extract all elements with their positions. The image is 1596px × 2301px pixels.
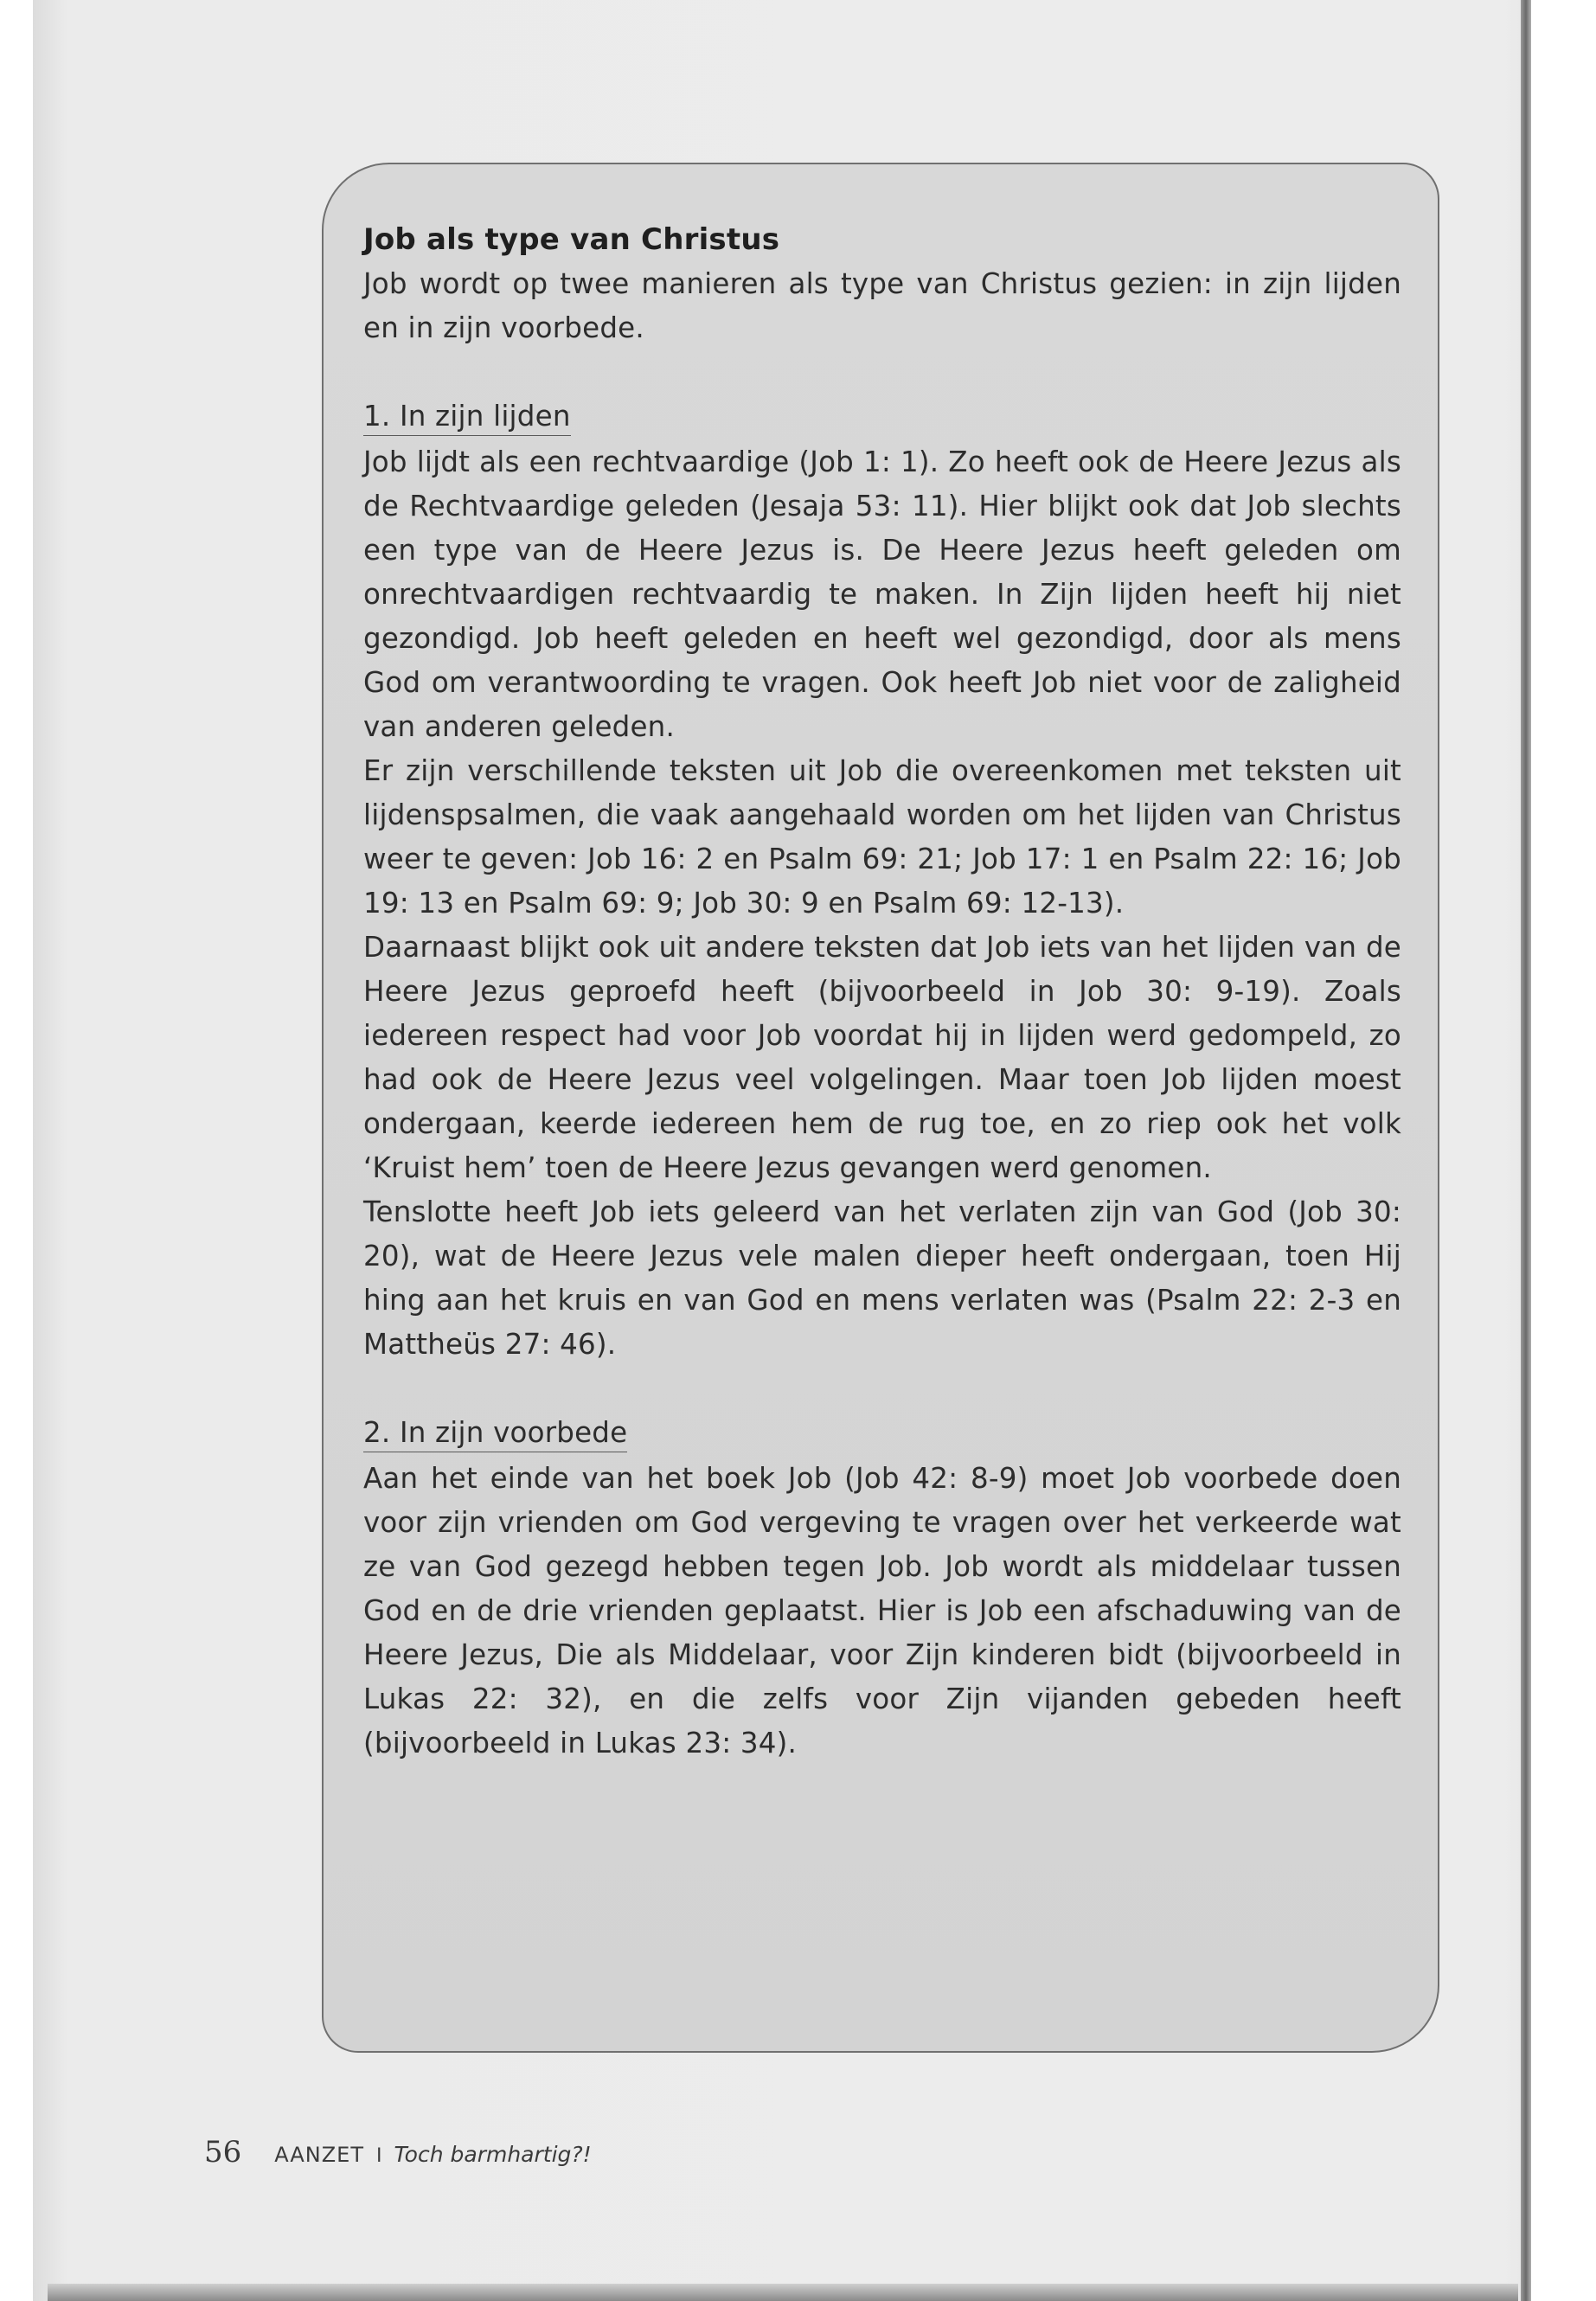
section-heading-lijden: [363, 394, 1401, 440]
paragraph: Tenslotte heeft Job iets geleerd van het verlaten zijn van God (Job 30: 20), wat de Heere Jezus vele malen dieper heeft ondergaan, toen Hij hing aan het kruis en van God en mens verlaten was (Psalm 22: 2-3 en Mattheüs 27: 46).: [363, 1195, 1401, 1361]
box-intro: Job wordt op twee manieren als type van Christus gezien: in zijn lijden en in zijn voorbede.: [363, 267, 1401, 344]
page-bottom-edge: [48, 2284, 1518, 2301]
book-spine-shadow: [1521, 0, 1531, 2301]
page-number: 56: [204, 2135, 242, 2170]
paragraph: Er zijn verschillende teksten uit Job die overeenkomen met teksten uit lijdenspsalmen, die vaak aangehaald worden om het lijden van Christus weer te geven: Job 16: 2 en Psalm 69: 21; Job 17: 1 en Psalm 22: 16; Job 19: 13 en Psalm 69: 9; Job 30: 9 en Psalm 69: 12-13).: [363, 754, 1401, 920]
section-heading-voorbede: [363, 1411, 1401, 1457]
page-footer: [204, 2135, 592, 2173]
box-title: Job als type van Christus: [363, 222, 780, 257]
series-name: AANZET: [274, 2143, 364, 2167]
footer-separator: I: [376, 2145, 382, 2167]
paragraph: Aan het einde van het boek Job (Job 42: 8-9) moet Job voorbede doen voor zijn vrienden om God vergeving te vragen over het verkeerde wat ze van God gezegd hebben tegen Job. Job wordt als middelaar tussen God en de drie vrienden geplaatst. Hier is Job een afschaduwing van de Heere Jezus, Die als Middelaar, voor Zijn kinderen bidt (bijvoorbeeld in Lukas 22: 32), en die zelfs voor Zijn vijanden gebeden heeft (bijvoorbeeld in Lukas 23: 34).: [363, 1462, 1401, 1759]
section-heading-label: 1. In zijn lijden: [363, 397, 571, 436]
paragraph: Job lijdt als een rechtvaardige (Job 1: 1). Zo heeft ook de Heere Jezus als de Rechtvaardige geleden (Jesaja 53: 11). Hier blijkt ook dat Job slechts een type van de Heere Jezus is. De Heere Jezus heeft geleden om onrechtvaardigen rechtvaardig te maken. In Zijn lijden heeft hij niet gezondigd. Job heeft geleden en heeft wel gezondigd, door als mens God om verantwoording te vragen. Ook heeft Job niet voor de zaligheid van anderen geleden.: [363, 445, 1401, 743]
book-subtitle: Toch barmhartig?!: [394, 2142, 592, 2167]
info-box-content: [363, 218, 1401, 1766]
scan-margin: [1531, 0, 1596, 2301]
paragraph: Daarnaast blijkt ook uit andere teksten dat Job iets van het lijden van de Heere Jezus geproefd heeft (bijvoorbeeld in Job 30: 9-19). Zoals iedereen respect had voor Job voordat hij in lijden werd gedompeld, zo had ook de Heere Jezus veel volgelingen. Maar toen Job lijden moest ondergaan, keerde iedereen hem de rug toe, en zo riep ook het volk ‘Kruist hem’ toen de Heere Jezus gevangen werd genomen.: [363, 931, 1401, 1184]
section-heading-label: 2. In zijn voorbede: [363, 1413, 627, 1452]
